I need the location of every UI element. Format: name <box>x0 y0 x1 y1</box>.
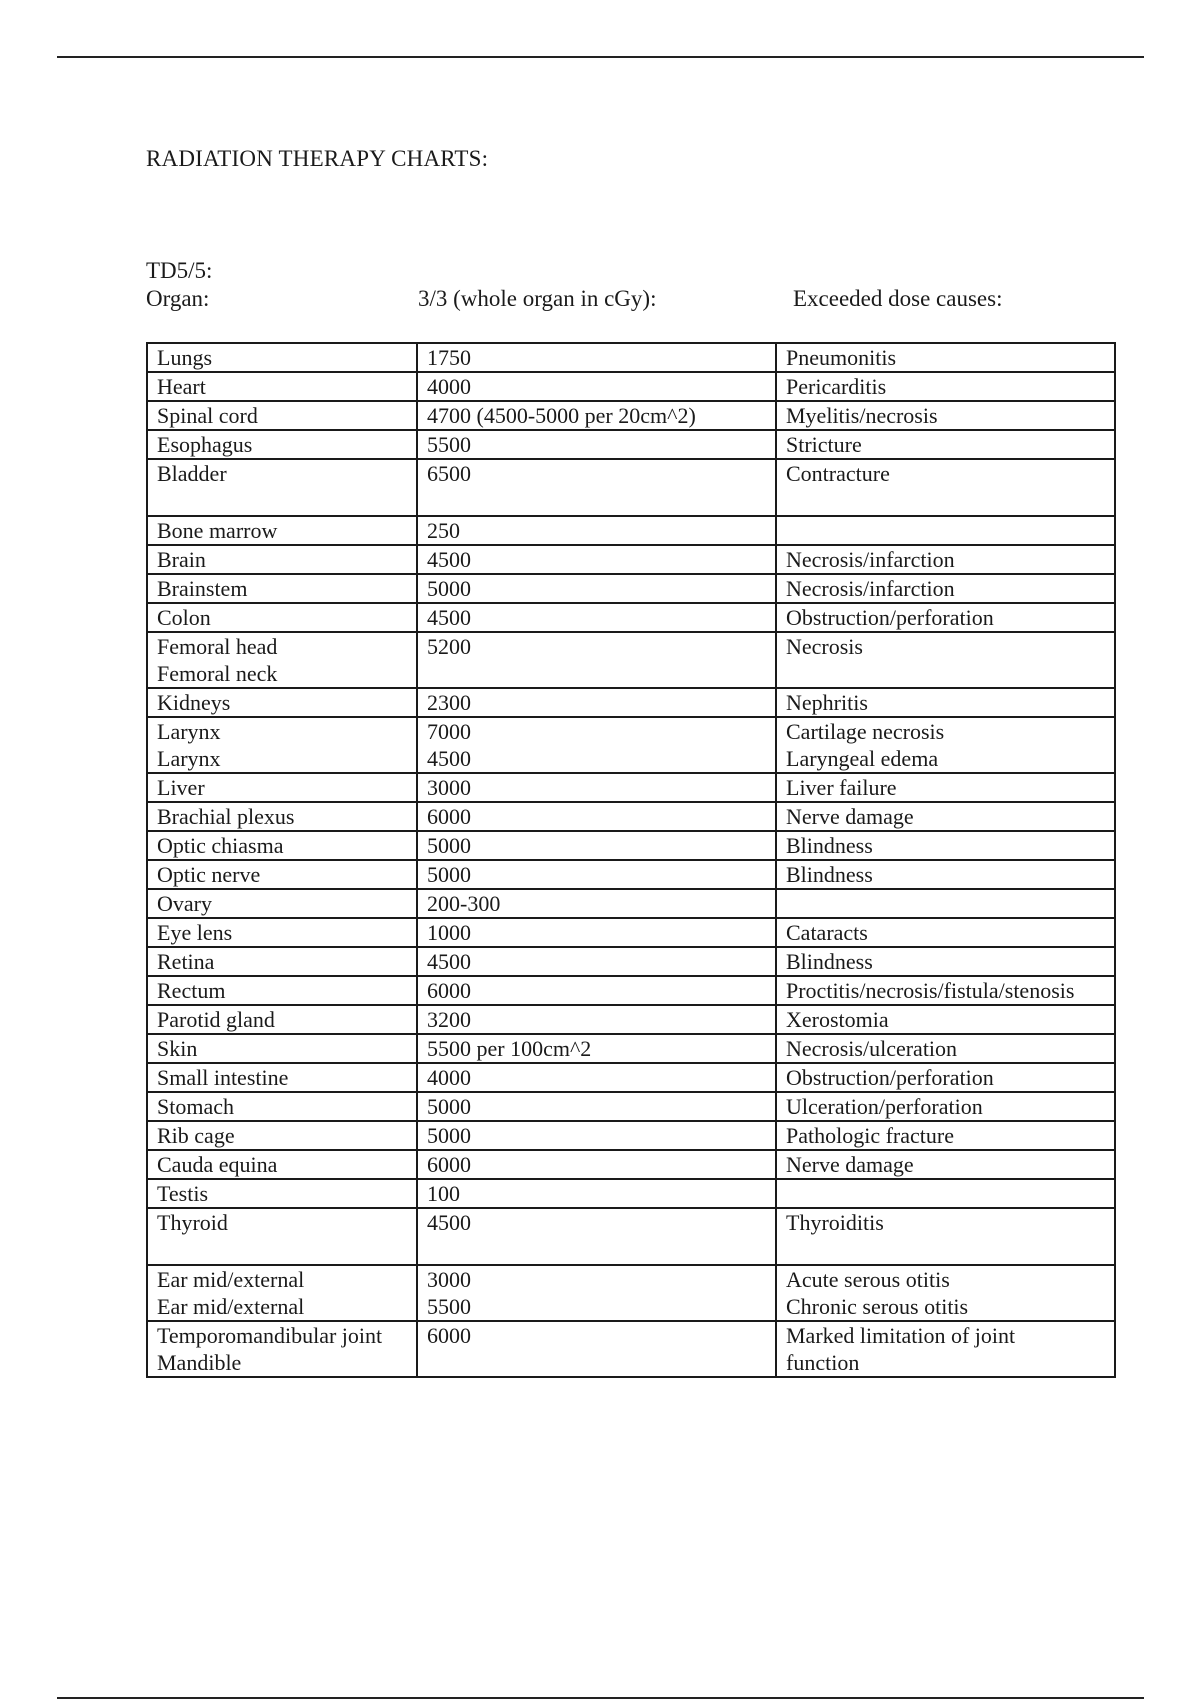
dose-cell-text: 4500 <box>427 746 471 771</box>
effect-cell-text: Xerostomia <box>786 1007 889 1032</box>
dose-table <box>146 342 1116 1378</box>
column-header-organ: Organ: <box>146 286 210 311</box>
effect-cell-text: function <box>786 1350 860 1375</box>
organ-cell-text: Testis <box>157 1181 209 1206</box>
organ-cell-text: Liver <box>157 775 205 800</box>
organ-cell-text: Rectum <box>157 978 226 1003</box>
dose-cell-text: 5500 <box>427 1294 471 1319</box>
organ-cell <box>147 1063 417 1092</box>
effect-cell-text: Marked limitation of joint <box>786 1323 1016 1348</box>
dose-cell <box>417 802 776 831</box>
organ-cell <box>147 1208 417 1265</box>
dose-cell <box>417 574 776 603</box>
effect-cell-text: Pericarditis <box>786 374 887 399</box>
table-row <box>147 1121 1115 1150</box>
organ-cell <box>147 430 417 459</box>
column-header-dose: 3/3 (whole organ in cGy): <box>418 286 657 311</box>
effect-cell <box>776 401 1115 430</box>
dose-cell-text: 4500 <box>427 1210 471 1235</box>
dose-cell <box>417 947 776 976</box>
effect-cell-text: Contracture <box>786 461 890 486</box>
effect-cell <box>776 1150 1115 1179</box>
effect-cell-text: Necrosis/ulceration <box>786 1036 958 1061</box>
organ-cell-text: Kidneys <box>157 690 231 715</box>
effect-cell-text: Blindness <box>786 833 873 858</box>
dose-cell-text: 1750 <box>427 345 471 370</box>
top-rule <box>57 56 1144 58</box>
dose-cell-text: 5000 <box>427 833 471 858</box>
dose-cell <box>417 918 776 947</box>
table-row <box>147 401 1115 430</box>
table-row <box>147 918 1115 947</box>
dose-cell-text: 4000 <box>427 374 471 399</box>
effect-cell-text: Nerve damage <box>786 804 914 829</box>
dose-cell-text: 3200 <box>427 1007 471 1032</box>
effect-cell-text: Obstruction/perforation <box>786 605 994 630</box>
dose-cell <box>417 1034 776 1063</box>
organ-cell <box>147 688 417 717</box>
effect-cell <box>776 603 1115 632</box>
dose-cell <box>417 459 776 516</box>
organ-cell-text: Colon <box>157 605 211 630</box>
organ-cell <box>147 401 417 430</box>
table-row <box>147 831 1115 860</box>
organ-cell-text: Heart <box>157 374 206 399</box>
dose-cell-text: 3000 <box>427 775 471 800</box>
table-row <box>147 773 1115 802</box>
organ-cell <box>147 545 417 574</box>
organ-cell-text: Femoral head <box>157 634 278 659</box>
effect-cell-text: Nerve damage <box>786 1152 914 1177</box>
organ-cell <box>147 918 417 947</box>
dose-cell <box>417 860 776 889</box>
effect-cell-text: Stricture <box>786 432 862 457</box>
dose-cell-text: 200-300 <box>427 891 501 916</box>
dose-cell <box>417 516 776 545</box>
organ-cell-text: Brainstem <box>157 576 248 601</box>
organ-cell <box>147 574 417 603</box>
organ-cell-text: Ovary <box>157 891 212 916</box>
organ-cell <box>147 802 417 831</box>
table-row <box>147 372 1115 401</box>
organ-cell <box>147 516 417 545</box>
effect-cell <box>776 831 1115 860</box>
table-row <box>147 574 1115 603</box>
effect-cell <box>776 1208 1115 1265</box>
organ-cell <box>147 717 417 773</box>
effect-cell <box>776 632 1115 688</box>
organ-cell-text: Temporomandibular joint <box>157 1323 383 1348</box>
organ-cell <box>147 632 417 688</box>
effect-cell <box>776 1179 1115 1208</box>
organ-cell-text: Optic chiasma <box>157 833 284 858</box>
table-row <box>147 717 1115 773</box>
effect-cell <box>776 1063 1115 1092</box>
effect-cell <box>776 976 1115 1005</box>
page-title: RADIATION THERAPY CHARTS: <box>146 146 489 171</box>
dose-cell-text: 4700 (4500-5000 per 20cm^2) <box>427 403 696 428</box>
effect-cell <box>776 1005 1115 1034</box>
organ-cell <box>147 1121 417 1150</box>
dose-cell-text: 6000 <box>427 1152 471 1177</box>
effect-cell-text: Necrosis/infarction <box>786 576 955 601</box>
organ-cell <box>147 1321 417 1377</box>
dose-cell-text: 5000 <box>427 576 471 601</box>
organ-cell-text: Mandible <box>157 1350 242 1375</box>
effect-cell <box>776 1121 1115 1150</box>
organ-cell <box>147 1179 417 1208</box>
effect-cell <box>776 516 1115 545</box>
organ-cell <box>147 831 417 860</box>
dose-cell <box>417 1179 776 1208</box>
dose-cell <box>417 1321 776 1377</box>
bottom-rule <box>57 1697 1144 1699</box>
organ-cell <box>147 372 417 401</box>
dose-cell-text: 7000 <box>427 719 471 744</box>
dose-cell <box>417 717 776 773</box>
effect-cell-text: Ulceration/perforation <box>786 1094 983 1119</box>
dose-cell-text: 5000 <box>427 1123 471 1148</box>
table-row <box>147 1321 1115 1377</box>
effect-cell <box>776 773 1115 802</box>
organ-cell-text: Cauda equina <box>157 1152 278 1177</box>
table-row <box>147 802 1115 831</box>
dose-cell <box>417 1092 776 1121</box>
dose-cell <box>417 430 776 459</box>
dose-cell <box>417 831 776 860</box>
table-row <box>147 860 1115 889</box>
organ-cell-text: Eye lens <box>157 920 233 945</box>
effect-cell <box>776 1321 1115 1377</box>
dose-cell-text: 250 <box>427 518 460 543</box>
effect-cell <box>776 947 1115 976</box>
organ-cell <box>147 1150 417 1179</box>
dose-cell <box>417 343 776 372</box>
dose-cell-text: 5000 <box>427 862 471 887</box>
table-row <box>147 545 1115 574</box>
effect-cell-text: Obstruction/perforation <box>786 1065 994 1090</box>
dose-cell-text: 4000 <box>427 1065 471 1090</box>
effect-cell-text: Liver failure <box>786 775 897 800</box>
effect-cell-text <box>786 1180 1105 1207</box>
organ-cell-text: Parotid gland <box>157 1007 275 1032</box>
dose-cell <box>417 1150 776 1179</box>
dose-cell <box>417 1063 776 1092</box>
organ-cell-text: Small intestine <box>157 1065 289 1090</box>
effect-cell <box>776 802 1115 831</box>
dose-cell-text: 5500 per 100cm^2 <box>427 1036 592 1061</box>
effect-cell-text: Myelitis/necrosis <box>786 403 938 428</box>
organ-cell-text: Ear mid/external <box>157 1294 305 1319</box>
table-row <box>147 632 1115 688</box>
effect-cell <box>776 918 1115 947</box>
effect-cell-text: Nephritis <box>786 690 868 715</box>
table-row <box>147 1092 1115 1121</box>
table-row <box>147 1005 1115 1034</box>
dose-cell-text: 6000 <box>427 1323 471 1348</box>
organ-cell-text: Skin <box>157 1036 198 1061</box>
effect-cell <box>776 430 1115 459</box>
dose-cell-text: 6000 <box>427 978 471 1003</box>
organ-cell <box>147 1034 417 1063</box>
effect-cell <box>776 574 1115 603</box>
effect-cell-text: Blindness <box>786 949 873 974</box>
organ-cell-text: Bone marrow <box>157 518 278 543</box>
organ-cell-text: Brain <box>157 547 206 572</box>
effect-cell <box>776 545 1115 574</box>
organ-cell-text: Retina <box>157 949 215 974</box>
effect-cell-text <box>786 517 1105 544</box>
table-row <box>147 1150 1115 1179</box>
effect-cell <box>776 372 1115 401</box>
organ-cell <box>147 459 417 516</box>
table-row <box>147 516 1115 545</box>
organ-cell-text: Spinal cord <box>157 403 258 428</box>
table-row <box>147 1179 1115 1208</box>
organ-cell <box>147 976 417 1005</box>
effect-cell-text: Pathologic fracture <box>786 1123 954 1148</box>
organ-cell <box>147 343 417 372</box>
effect-cell-text: Proctitis/necrosis/fistula/stenosis <box>786 978 1075 1003</box>
dose-cell-text: 5500 <box>427 432 471 457</box>
organ-cell <box>147 773 417 802</box>
organ-cell <box>147 1005 417 1034</box>
table-row <box>147 459 1115 516</box>
effect-cell-text: Chronic serous otitis <box>786 1294 969 1319</box>
table-row <box>147 1034 1115 1063</box>
dose-cell-text: 4500 <box>427 547 471 572</box>
dose-cell <box>417 1121 776 1150</box>
organ-cell-text: Rib cage <box>157 1123 235 1148</box>
effect-cell-text: Necrosis <box>786 634 863 659</box>
organ-cell-text: Bladder <box>157 461 227 486</box>
dose-cell <box>417 632 776 688</box>
dose-cell-text: 4500 <box>427 949 471 974</box>
dose-cell-text: 6500 <box>427 461 471 486</box>
effect-cell-text: Blindness <box>786 862 873 887</box>
organ-cell <box>147 1092 417 1121</box>
effect-cell <box>776 889 1115 918</box>
effect-cell-text: Acute serous otitis <box>786 1267 950 1292</box>
effect-cell <box>776 343 1115 372</box>
organ-cell <box>147 947 417 976</box>
dose-cell <box>417 401 776 430</box>
organ-cell-text: Brachial plexus <box>157 804 295 829</box>
effect-cell-text: Necrosis/infarction <box>786 547 955 572</box>
dose-cell <box>417 773 776 802</box>
effect-cell <box>776 860 1115 889</box>
dose-cell <box>417 545 776 574</box>
dose-cell-text: 2300 <box>427 690 471 715</box>
organ-cell-text: Thyroid <box>157 1210 228 1235</box>
dose-cell <box>417 372 776 401</box>
dose-cell <box>417 603 776 632</box>
organ-cell-text: Optic nerve <box>157 862 261 887</box>
organ-cell <box>147 889 417 918</box>
organ-cell-text: Stomach <box>157 1094 234 1119</box>
dose-cell <box>417 889 776 918</box>
table-row <box>147 976 1115 1005</box>
effect-cell-text: Cataracts <box>786 920 868 945</box>
effect-cell-text: Thyroiditis <box>786 1210 884 1235</box>
column-header-effect: Exceeded dose causes: <box>793 286 1003 311</box>
organ-cell <box>147 603 417 632</box>
effect-cell-text: Laryngeal edema <box>786 746 939 771</box>
effect-cell <box>776 1092 1115 1121</box>
table-row <box>147 1265 1115 1321</box>
dose-cell <box>417 1265 776 1321</box>
table-row <box>147 343 1115 372</box>
effect-cell <box>776 1034 1115 1063</box>
organ-cell-text: Larynx <box>157 746 221 771</box>
effect-cell-text: Cartilage necrosis <box>786 719 945 744</box>
table-subtitle: TD5/5: <box>146 258 213 283</box>
dose-cell <box>417 976 776 1005</box>
dose-cell <box>417 1208 776 1265</box>
dose-cell-text: 6000 <box>427 804 471 829</box>
dose-cell-text: 5200 <box>427 634 471 659</box>
dose-cell <box>417 688 776 717</box>
effect-cell <box>776 717 1115 773</box>
effect-cell-text: Pneumonitis <box>786 345 897 370</box>
organ-cell-text: Esophagus <box>157 432 253 457</box>
organ-cell-text: Femoral neck <box>157 661 278 686</box>
effect-cell <box>776 1265 1115 1321</box>
organ-cell-text: Larynx <box>157 719 221 744</box>
table-row <box>147 889 1115 918</box>
effect-cell-text <box>786 890 1105 917</box>
dose-table-body <box>147 343 1115 1377</box>
effect-cell <box>776 459 1115 516</box>
table-row <box>147 1063 1115 1092</box>
organ-cell-text: Ear mid/external <box>157 1267 305 1292</box>
table-row <box>147 688 1115 717</box>
dose-cell-text: 3000 <box>427 1267 471 1292</box>
dose-cell-text: 4500 <box>427 605 471 630</box>
dose-cell-text: 1000 <box>427 920 471 945</box>
table-row <box>147 430 1115 459</box>
table-row <box>147 1208 1115 1265</box>
table-row <box>147 947 1115 976</box>
organ-cell <box>147 860 417 889</box>
dose-cell-text: 5000 <box>427 1094 471 1119</box>
dose-cell <box>417 1005 776 1034</box>
organ-cell-text: Lungs <box>157 345 212 370</box>
table-row <box>147 603 1115 632</box>
dose-cell-text: 100 <box>427 1181 460 1206</box>
organ-cell <box>147 1265 417 1321</box>
effect-cell <box>776 688 1115 717</box>
